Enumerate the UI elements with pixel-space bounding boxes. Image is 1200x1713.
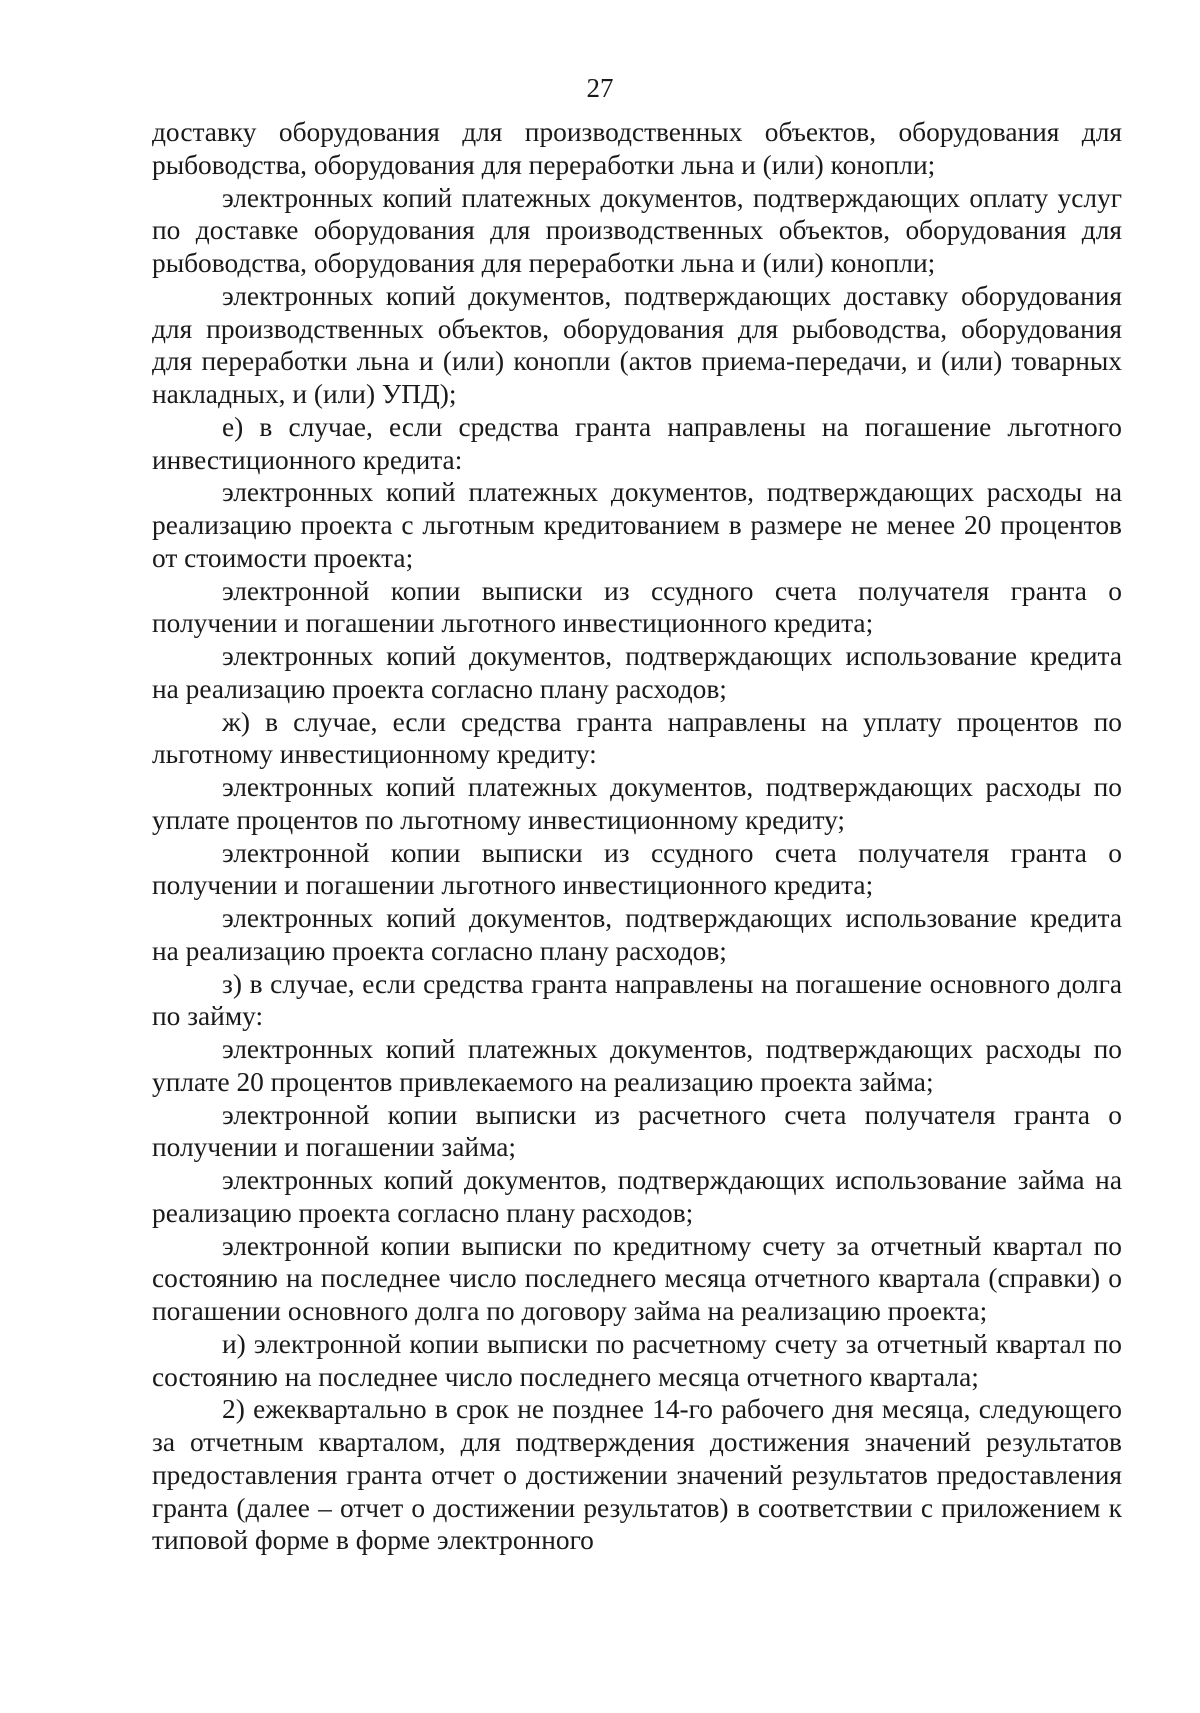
paragraph: электронных копий документов, подтверждающих использование кредита на реализацию проекта согласно плану расходов;	[152, 903, 1122, 966]
paragraph: электронной копии выписки из расчетного счета получателя гранта о получении и погашении займа;	[152, 1099, 1122, 1163]
paragraph: доставку оборудования для производственных объектов, оборудования для рыбоводства, оборудования для переработки льна и (или) конопли;	[152, 117, 1122, 180]
page-number: 27	[586, 73, 614, 103]
paragraph: электронных копий платежных документов, подтверждающих расходы по уплате 20 процентов привлекаемого на реализацию проекта займа;	[152, 1034, 1122, 1097]
paragraph: электронной копии выписки из ссудного счета получателя гранта о получении и погашении льготного инвестиционного кредита;	[152, 575, 1122, 639]
paragraph: электронных копий платежных документов, подтверждающих расходы на реализацию проекта с льготным кредитованием в размере не менее 20 процентов от стоимости проекта;	[152, 477, 1122, 573]
paragraph: электронных копий платежных документов, подтверждающих оплату услуг по доставке оборудования для производственных объектов, оборудования для рыбоводства, оборудования для переработки льна и (или) конопли;	[152, 182, 1122, 278]
paragraph: электронных копий платежных документов, подтверждающих расходы по уплате процентов по льготному инвестиционному кредиту;	[152, 772, 1122, 835]
paragraph: электронной копии выписки по кредитному счету за отчетный квартал по состоянию на последнее число последнего месяца отчетного квартала (справки) о погашении основного долга по договору займа на реализацию проекта;	[152, 1230, 1122, 1326]
paragraph: 2) ежеквартально в срок не позднее 14-го рабочего дня месяца, следующего за отчетным кварталом, для подтверждения достижения значений результатов предоставления гранта отчет о достижении значений результатов предоставления гранта (далее – отчет о достижении результатов) в соответствии с приложением к типовой форме в форме электронного	[152, 1394, 1122, 1556]
paragraph: электронных копий документов, подтверждающих использование кредита на реализацию проекта согласно плану расходов;	[152, 641, 1122, 704]
paragraph: электронных копий документов, подтверждающих доставку оборудования для производственных объектов, оборудования для рыбоводства, оборудования для переработки льна и (или) конопли (актов приема-передачи, и (или) товарных накладных, и (или) УПД);	[152, 280, 1122, 409]
paragraph: з) в случае, если средства гранта направлены на погашение основного долга по займу:	[152, 968, 1122, 1032]
paragraph: ж) в случае, если средства гранта направлены на уплату процентов по льготному инвестиционному кредиту:	[152, 706, 1122, 770]
document-body	[152, 116, 1122, 1557]
paragraph: е) в случае, если средства гранта направлены на погашение льготного инвестиционного кредита:	[152, 411, 1122, 475]
paragraph: и) электронной копии выписки по расчетному счету за отчетный квартал по состоянию на последнее число последнего месяца отчетного квартала;	[152, 1328, 1122, 1392]
paragraph: электронных копий документов, подтверждающих использование займа на реализацию проекта согласно плану расходов;	[152, 1165, 1122, 1228]
paragraph: электронной копии выписки из ссудного счета получателя гранта о получении и погашении льготного инвестиционного кредита;	[152, 837, 1122, 901]
